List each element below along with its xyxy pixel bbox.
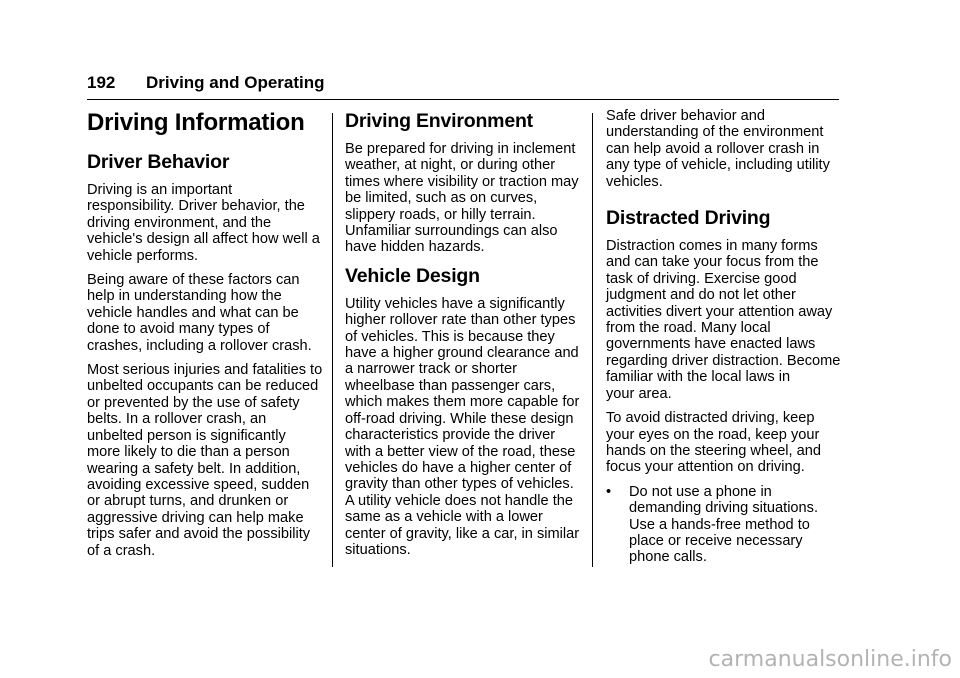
paragraph: Be prepared for driving in inclement weather, at night, or during other times where visibility or traction may be limited, such as on curves, slippery roads, or hilly terrain. Unfamiliar surroundings can also have hidden hazards. [345, 141, 579, 256]
page-title: Driving Information [87, 109, 305, 136]
watermark: carmanualsonline.info [708, 647, 952, 672]
paragraph: Most serious injuries and fatalities to unbelted occupants can be reduced or prevented by the use of safety belts. In a rollover crash, an unbelted person is significantly more likely to die than a person wearing a safety belt. In addition, avoiding excessive speed, sudden or abrupt turns, and drunken or aggressive driving can help make trips safer and avoid the possibility of a crash. [87, 362, 323, 559]
list-item [606, 484, 842, 566]
page-header [87, 70, 839, 100]
page-number: 192 [87, 73, 116, 92]
heading-driving-environment: Driving Environment [345, 110, 533, 132]
column-middle [345, 108, 585, 566]
section-title: Driving and Operating [146, 73, 325, 92]
column-divider-right [592, 113, 593, 567]
paragraph: Safe driver behavior and understanding of the environment can help avoid a rollover crash in any type of vehicle, including utility vehicles. [606, 108, 830, 190]
paragraph: Being aware of these factors can help in understanding how the vehicle handles and what can be done to avoid many types of crashes, including a rollover crash. [87, 272, 312, 354]
column-right [606, 108, 842, 574]
list-item-text: Do not use a phone in demanding driving situations. Use a hands-free method to place or receive necessary phone calls. [629, 483, 819, 566]
paragraph: To avoid distracted driving, keep your eyes on the road, keep your hands on the steering wheel, and focus your attention on driving. [606, 410, 822, 476]
heading-vehicle-design: Vehicle Design [345, 264, 480, 287]
heading-distracted-driving: Distracted Driving [606, 207, 771, 230]
column-divider-left [332, 113, 333, 567]
column-left [87, 108, 325, 567]
paragraph: Distraction comes in many forms and can take your focus from the task of driving. Exercise good judgment and do not let other activities divert your attention away from the road. Many local governments have enacted laws regarding driver distraction. Become familiar with the local laws in your area. [606, 238, 841, 402]
paragraph: Driving is an important responsibility. Driver behavior, the driving environment, and the vehicle's design all affect how well a vehicle performs. [87, 182, 320, 264]
paragraph: Utility vehicles have a significantly higher rollover rate than other types of vehicles. This is because they have a higher ground clearance and a narrower track or shorter wheelbase than passenger cars, which makes them more capable for off-road driving. While these design characteristics provide the driver with a better view of the road, these vehicles do have a higher center of gravity than other types of vehicles. A utility vehicle does not handle the same as a vehicle with a lower center of gravity, like a car, in similar situations. [345, 295, 580, 558]
heading-driver-behavior: Driver Behavior [87, 151, 230, 173]
bullet-icon: • [606, 483, 612, 500]
